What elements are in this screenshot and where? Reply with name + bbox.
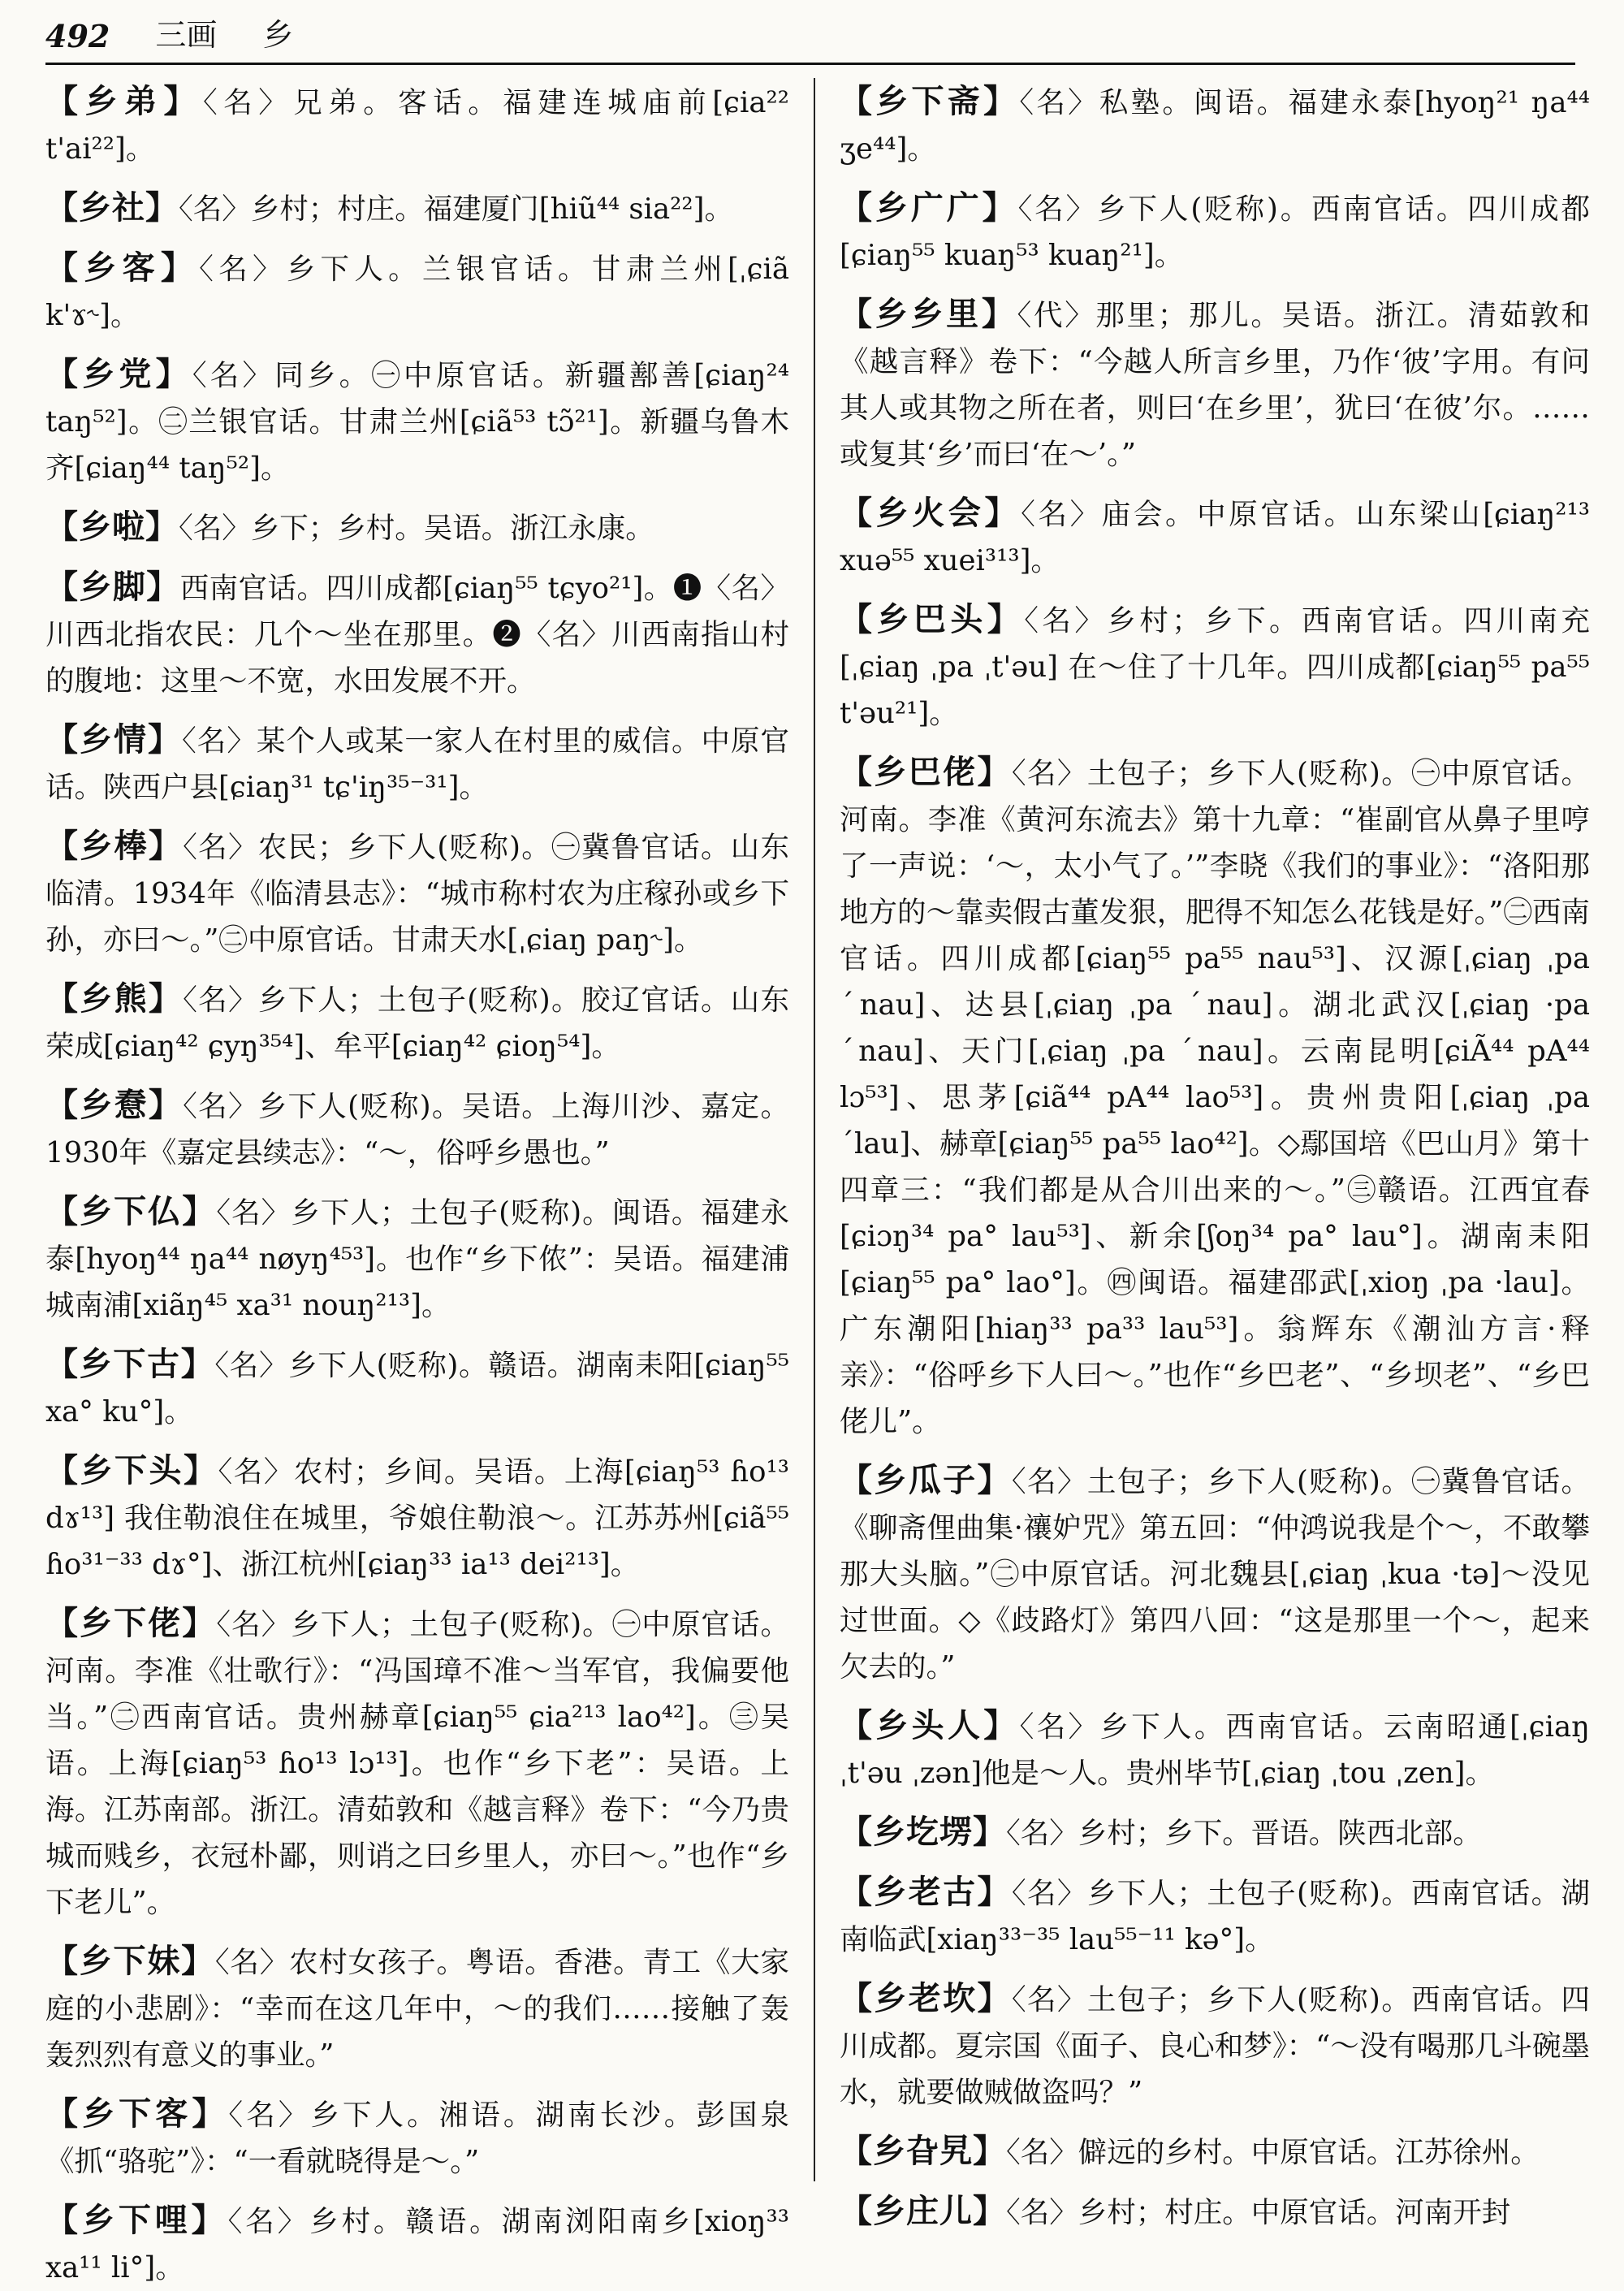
definition: 〈名〉乡下人。西南官话。云南昭通[ˌɕiaŋ ˌt'əu ˌzən]他是～人。贵州毕节[ˌɕiaŋ ˌtou ˌzen]。	[840, 1710, 1591, 1790]
definition: 〈名〉乡村；村庄。中原官话。河南开封	[1006, 2196, 1511, 2229]
headword: 【乡下哩】	[45, 2201, 228, 2239]
entry	[840, 78, 1590, 172]
definition: 西南官话。四川成都[ɕiaŋ⁵⁵ tɕyo²¹]。❶〈名〉川西北指农民：几个～坐在那里。❷〈名〉川西南指山村的腹地：这里～不宽，水田发展不开。	[45, 572, 790, 698]
headword: 【乡弟】	[45, 82, 204, 120]
definition: 〈名〉僻远的乡村。中原官话。江苏徐州。	[1006, 2136, 1540, 2169]
entry	[45, 823, 789, 963]
definition: 〈名〉乡村；乡下。晋语。陕西北部。	[1006, 1817, 1482, 1850]
entry	[45, 1341, 789, 1435]
definition: 〈名〉乡村；乡下。西南官话。四川南充[ˌɕiaŋ ˌpa ˌt'əu] 在～住了十几年。四川成都[ɕiaŋ⁵⁵ pa⁵⁵ t'əu²¹]。	[840, 604, 1590, 730]
entry	[840, 2188, 1590, 2236]
headword: 【乡巴头】	[840, 600, 1025, 638]
headword: 【乡广广】	[840, 188, 1018, 227]
headword: 【乡熊】	[45, 979, 184, 1018]
entry	[840, 1975, 1590, 2116]
entry	[45, 184, 789, 232]
entry	[840, 749, 1590, 1445]
entry	[840, 596, 1590, 737]
entry	[840, 1869, 1590, 1963]
headword: 【乡脚】	[45, 568, 180, 606]
headword: 【乡庄儿】	[840, 2192, 1006, 2230]
headword: 【乡社】	[45, 188, 179, 227]
headword: 【乡圪塄】	[840, 1813, 1006, 1851]
definition: 〈名〉私塾。闽语。福建永泰[hyoŋ²¹ ŋa⁴⁴ ʒe⁴⁴]。	[840, 86, 1591, 166]
definition: 〈名〉乡村。赣语。湖南浏阳南乡[xioŋ³³ xa¹¹ li°]。	[45, 2205, 789, 2285]
definition: 〈名〉庙会。中原官话。山东梁山[ɕiaŋ²¹³ xuə⁵⁵ xuei³¹³]。	[840, 498, 1590, 577]
definition: 〈名〉乡下人；土包子(贬称)。闽语。福建永泰[hyoŋ⁴⁴ ŋa⁴⁴ nøyŋ⁴⁵³]。也作“乡下侬”：吴语。福建浦城南浦[xiãŋ⁴⁵ xa³¹ nouŋ²¹³]。	[45, 1196, 790, 1322]
definition: 〈名〉乡下人(贬称)。吴语。上海川沙、嘉定。1930年《嘉定县续志》：“～，俗呼乡愚也。”	[45, 1090, 790, 1169]
definition: 〈名〉乡村；村庄。福建厦门[hiũ⁴⁴ sia²²]。	[179, 192, 733, 226]
entry	[45, 2197, 789, 2291]
definition: 〈名〉同乡。㊀中原官话。新疆鄯善[ɕiaŋ²⁴ taŋ⁵²]。㊁兰银官话。甘肃兰州[ɕiã⁵³ tɔ̃²¹]。新疆乌鲁木齐[ɕiaŋ⁴⁴ taŋ⁵²]。	[45, 359, 790, 485]
definition: 〈名〉乡下人；土包子(贬称)。㊀中原官话。河南。李准《壮歌行》：“冯国璋不准～当军官，我偏要他当。”㊁西南官话。贵州赫章[ɕiaŋ⁵⁵ ɕia²¹³ lao⁴²]。㊂吴语。上海[ɕiaŋ⁵³ ɦo¹³ lɔ¹³]。也作“乡下老”：吴语。上海。江苏南部。浙江。清茹敦和《越言释》卷下：“今乃贵城而贱乡，衣冠朴鄙，则诮之曰乡里人，亦曰～。”也作“乡下老儿”。	[45, 1608, 790, 1919]
definition: 〈名〉农村女孩子。粤语。香港。青工《大家庭的小悲剧》：“幸而在这几年中，～的我们……接触了轰轰烈烈有意义的事业。”	[45, 1946, 789, 2072]
headword: 【乡憃】	[45, 1086, 184, 1124]
page-number: 492	[45, 18, 110, 54]
headword: 【乡下妹】	[45, 1942, 215, 1980]
headword: 【乡旮旯】	[840, 2132, 1006, 2170]
entry	[840, 1457, 1590, 1690]
right-column	[840, 78, 1591, 2230]
headword: 【乡棒】	[45, 827, 184, 865]
entry	[45, 351, 789, 491]
entry	[45, 716, 789, 810]
entry	[840, 490, 1590, 584]
headword: 【乡下斋】	[840, 82, 1020, 120]
header-character: 乡	[262, 17, 294, 53]
headword: 【乡下仏】	[45, 1192, 217, 1230]
headword: 【乡乡里】	[840, 295, 1017, 333]
entry	[45, 78, 789, 172]
headword: 【乡头人】	[840, 1706, 1020, 1744]
entry	[45, 1600, 789, 1926]
headword: 【乡老坎】	[840, 1979, 1012, 2017]
headword: 【乡下古】	[45, 1345, 215, 1383]
entry	[840, 291, 1590, 478]
headword: 【乡火会】	[840, 494, 1021, 532]
left-column	[45, 78, 790, 2285]
entry	[45, 244, 789, 339]
section-label: 三画	[155, 17, 218, 53]
definition: 〈名〉兄弟。客话。福建连城庙前[ɕia²² t'ai²²]。	[45, 86, 790, 166]
definition: 〈名〉土包子；乡下人(贬称)。西南官话。四川成都。夏宗国《面子、良心和梦》：“～没有喝那几斗碗墨水，就要做贼做盗吗？”	[840, 1983, 1591, 2109]
entry	[45, 975, 789, 1070]
entry	[45, 1082, 789, 1176]
definition: 〈名〉乡下人。兰银官话。甘肃兰州[ˌɕiã k'ɤ˞]。	[45, 253, 790, 332]
definition: 〈名〉乡下人(贬称)。赣语。湖南耒阳[ɕiaŋ⁵⁵ xa° ku°]。	[45, 1349, 790, 1429]
headword: 【乡瓜子】	[840, 1461, 1012, 1499]
definition: 〈名〉农民；乡下人(贬称)。㊀冀鲁官话。山东临清。1934年《临清县志》：“城市称村农为庄稼孙或乡下孙，亦曰～。”㊁中原官话。甘肃天水[ˌɕiaŋ paŋ˞]。	[45, 831, 790, 957]
definition: 〈名〉土包子；乡下人(贬称)。㊀中原官话。河南。李准《黄河东流去》第十九章：“崔副官从鼻子里哼了一声说：‘～，太小气了。’”李晓《我们的事业》：“洛阳那地方的～靠卖假古董发狠，肥得不知怎么花钱是好。”㊁西南官话。四川成都[ɕiaŋ⁵⁵ pa⁵⁵ nau⁵³]、汉源[ˌɕiaŋ ˌpa ˊnau]、达县[ˌɕiaŋ ˌpa ˊnau]。湖北武汉[ˌɕiaŋ ·pa ˊnau]、天门[ˌɕiaŋ ˌpa ˊnau]。云南昆明[ɕiÃ⁴⁴ pA⁴⁴ lɔ⁵³]、思茅[ɕiã⁴⁴ pA⁴⁴ lao⁵³]。贵州贵阳[ˌɕiaŋ ˌpa ˊlau]、赫章[ɕiaŋ⁵⁵ pa⁵⁵ lao⁴²]。◇鄢国培《巴山月》第十四章三：“我们都是从合川出来的～。”㊂赣语。江西宜春[ɕiɔŋ³⁴ pa° lau⁵³]、新余[ʃoŋ³⁴ pa° lau°]。湖南耒阳[ɕiaŋ⁵⁵ pa° lao°]。㊃闽语。福建邵武[ˌxioŋ ˌpa ·lau]。广东潮阳[hiaŋ³³ pa³³ lau⁵³]。翁辉东《潮汕方言·释亲》：“俗呼乡下人曰～。”也作“乡巴老”、“乡坝老”、“乡巴佬儿”。	[840, 757, 1591, 1438]
entry	[45, 564, 789, 704]
definition: 〈代〉那里；那儿。吴语。浙江。清茹敦和《越言释》卷下：“今越人所言乡里，乃作‘彼’字用。有问其人或其物之所在者，则曰‘在乡里’，犹曰‘在彼’尔。……或复其‘乡’而曰‘在～’。”	[840, 299, 1590, 471]
definition: 〈名〉农村；乡间。吴语。上海[ɕiaŋ⁵³ ɦo¹³ dɤ¹³] 我住勒浪住在城里，爷娘住勒浪～。江苏苏州[ɕiã⁵⁵ ɦo³¹⁻³³ dɤ°]、浙江杭州[ɕiaŋ³³ ia¹³ dei²¹³]。	[45, 1455, 789, 1581]
headword: 【乡下头】	[45, 1451, 218, 1489]
entry	[840, 2128, 1590, 2176]
headword: 【乡巴佬】	[840, 753, 1012, 791]
definition: 〈名〉某个人或某一家人在村里的威信。中原官话。陕西户县[ɕiaŋ³¹ tɕ'iŋ³⁵⁻³¹]。	[45, 724, 789, 804]
entry	[45, 504, 789, 551]
headword: 【乡情】	[45, 720, 183, 759]
entry	[840, 1702, 1590, 1796]
headword: 【乡党】	[45, 355, 192, 393]
entry	[45, 1188, 789, 1329]
definition: 〈名〉土包子；乡下人(贬称)。㊀冀鲁官话。《聊斋俚曲集·禳妒咒》第五回：“仲鸿说我是个～，不敢攀那大头脑。”㊁中原官话。河北魏县[ˌɕiaŋ ˌkua ·tə]～没见过世面。◇《歧路灯》第四八回：“这是那里一个～，起来欠去的。”	[840, 1465, 1591, 1684]
entry	[45, 1938, 789, 2078]
definition: 〈名〉乡下人；土包子(贬称)。胶辽官话。山东荣成[ɕiaŋ⁴² ɕyŋ³⁵⁴]、牟平[ɕiaŋ⁴² ɕioŋ⁵⁴]。	[45, 983, 790, 1063]
headword: 【乡下客】	[45, 2094, 229, 2133]
entry	[840, 184, 1590, 279]
definition: 〈名〉乡下人(贬称)。西南官话。四川成都[ɕiaŋ⁵⁵ kuaŋ⁵³ kuaŋ²¹]。	[840, 192, 1590, 272]
entry	[45, 1447, 789, 1588]
definition: 〈名〉乡下；乡村。吴语。浙江永康。	[179, 512, 654, 545]
entry	[45, 2090, 789, 2185]
headword: 【乡客】	[45, 249, 200, 287]
headword: 【乡啦】	[45, 508, 179, 546]
entry	[840, 1809, 1590, 1857]
definition: 〈名〉乡下人；土包子(贬称)。西南官话。湖南临武[xiaŋ³³⁻³⁵ lau⁵⁵⁻¹¹ kə°]。	[840, 1877, 1591, 1956]
page-header	[45, 18, 1575, 65]
headword: 【乡下佬】	[45, 1604, 217, 1642]
definition: 〈名〉乡下人。湘语。湖南长沙。彭国泉《抓“骆驼”》：“一看就晓得是～。”	[45, 2099, 789, 2178]
headword: 【乡老古】	[840, 1873, 1012, 1911]
column-divider	[814, 78, 815, 2181]
